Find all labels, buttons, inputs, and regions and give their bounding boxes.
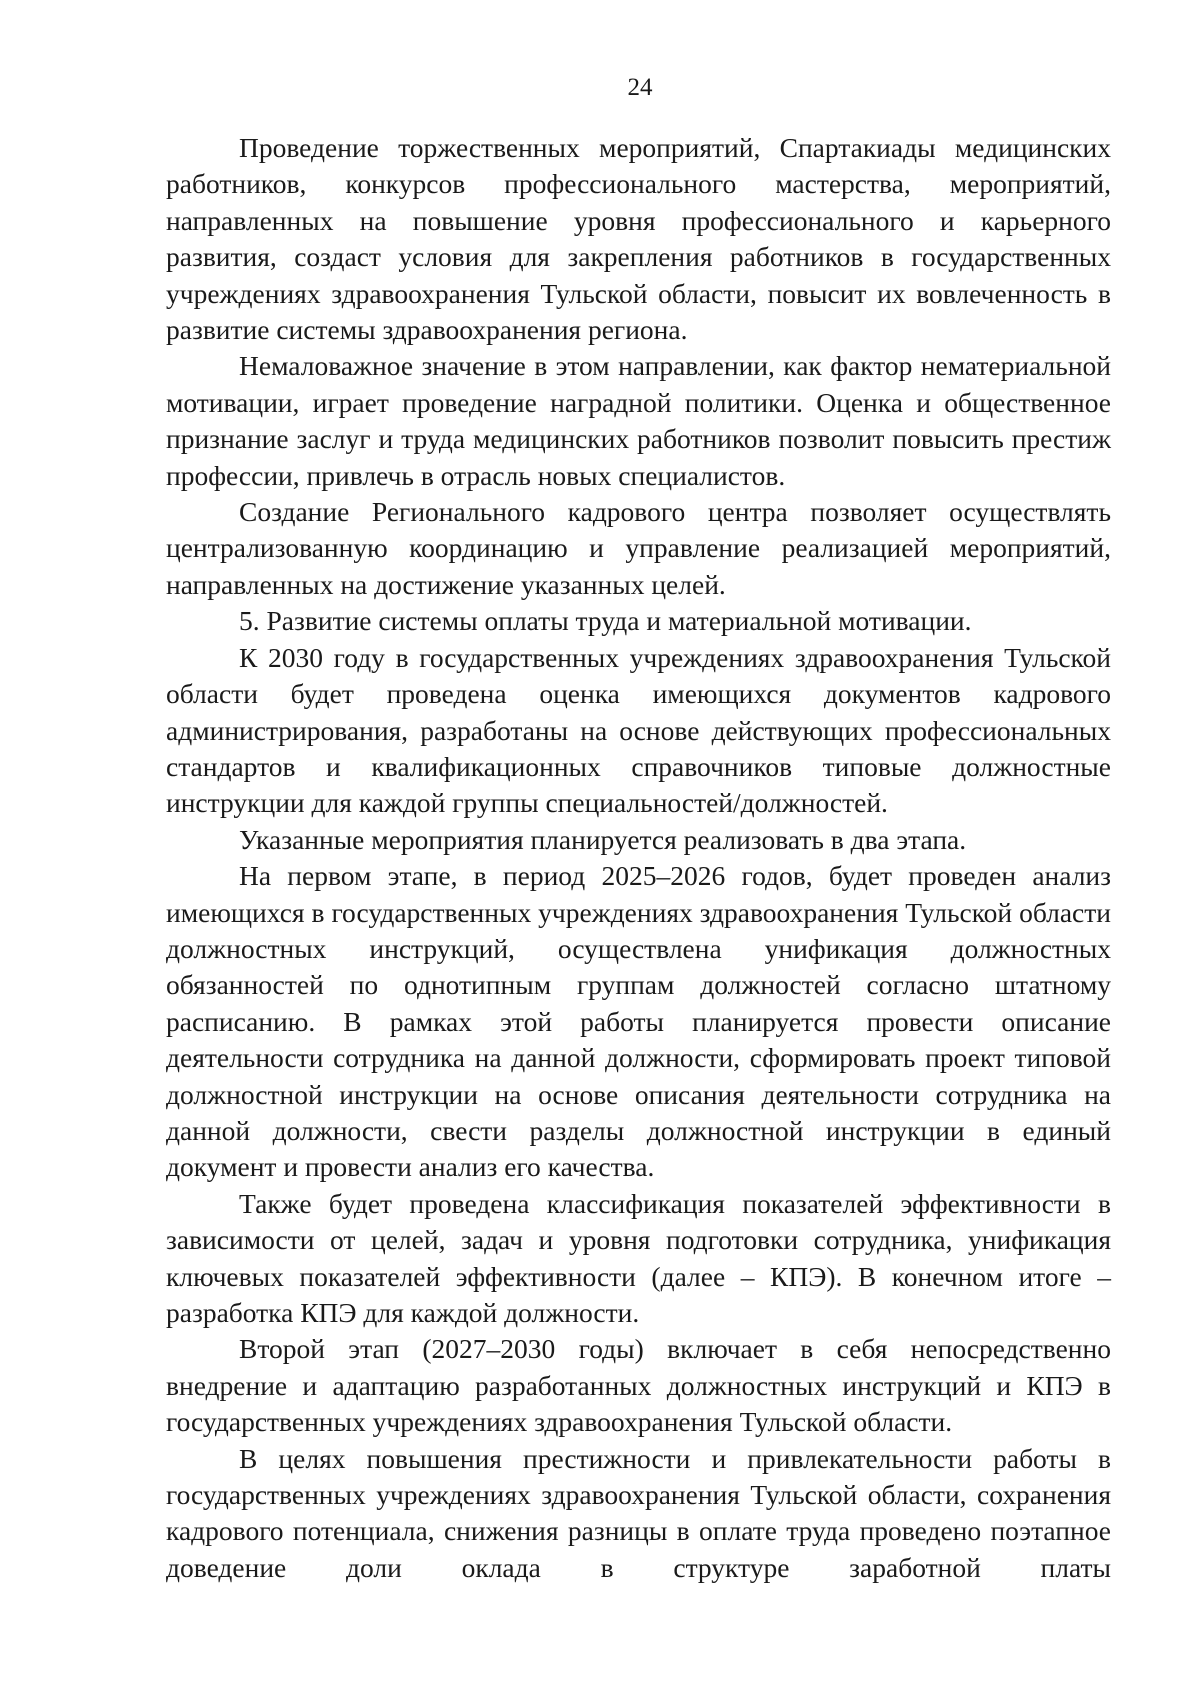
document-body [166,130,1111,1586]
paragraph-second-stage: Второй этап (2027–2030 годы) включает в себя непосредственно внедрение и адаптацию разработанных должностных инструкций и КПЭ в государственных учреждениях здравоохранения Тульской области. [166,1333,1111,1438]
paragraph-2030-goals: К 2030 году в государственных учреждениях здравоохранения Тульской области будет проведена оценка имеющихся документов кадрового администрирования, разработаны на основе действующих профессиональных стандартов и квалификационных справочников типовые должностные инструкции для каждой группы специальностей/должностей. [166,641,1111,819]
paragraph-regional-center: Создание Регионального кадрового центра позволяет осуществлять централизованную координацию и управление реализацией мероприятий, направленных на достижение указанных целей. [166,496,1111,600]
paragraph-two-stages: Указанные мероприятия планируется реализовать в два этапа. [239,823,967,855]
paragraph-salary-structure: В целях повышения престижности и привлекательности работы в государственных учреждениях здравоохранения Тульской области, сохранения кадрового потенциала, снижения разницы в оплате труда проведено поэтапное доведение доли оклада в структуре заработной платы [166,1442,1111,1583]
paragraph-kpi-classification: Также будет проведена классификация показателей эффективности в зависимости от целей, задач и уровня подготовки сотрудника, унификация ключевых показателей эффективности (далее – КПЭ). В конечном итоге – разработка КПЭ для каждой должности. [166,1187,1111,1328]
page-number: 24 [627,74,653,101]
paragraph-award-policy: Немаловажное значение в этом направлении, как фактор нематериальной мотивации, играет проведение наградной политики. Оценка и общественное признание заслуг и труда медицинских работников позволит повысить престиж профессии, привлечь в отрасль новых специалистов. [166,350,1111,491]
paragraph-first-stage: На первом этапе, в период 2025–2026 годов, будет проведен анализ имеющихся в государственных учреждениях здравоохранения Тульской области должностных инструкций, осуществлена унификация должностных обязанностей по однотипным группам должностей согласно штатному расписанию. В рамках этой работы планируется провести описание деятельности сотрудника на данной должности, сформировать проект типовой должностной инструкции на основе описания деятельности сотрудника на данной должности, свести разделы должностной инструкции в единый документ и провести анализ его качества. [166,860,1111,1183]
section-heading-pay-system: 5. Развитие системы оплаты труда и материальной мотивации. [239,605,972,637]
paragraph-events: Проведение торжественных мероприятий, Спартакиады медицинских работников, конкурсов профессионального мастерства, мероприятий, направленных на повышение уровня профессионального и карьерного развития, создаст условия для закрепления работников в государственных учреждениях здравоохранения Тульской области, повысит их вовлеченность в развитие системы здравоохранения региона. [166,132,1111,346]
